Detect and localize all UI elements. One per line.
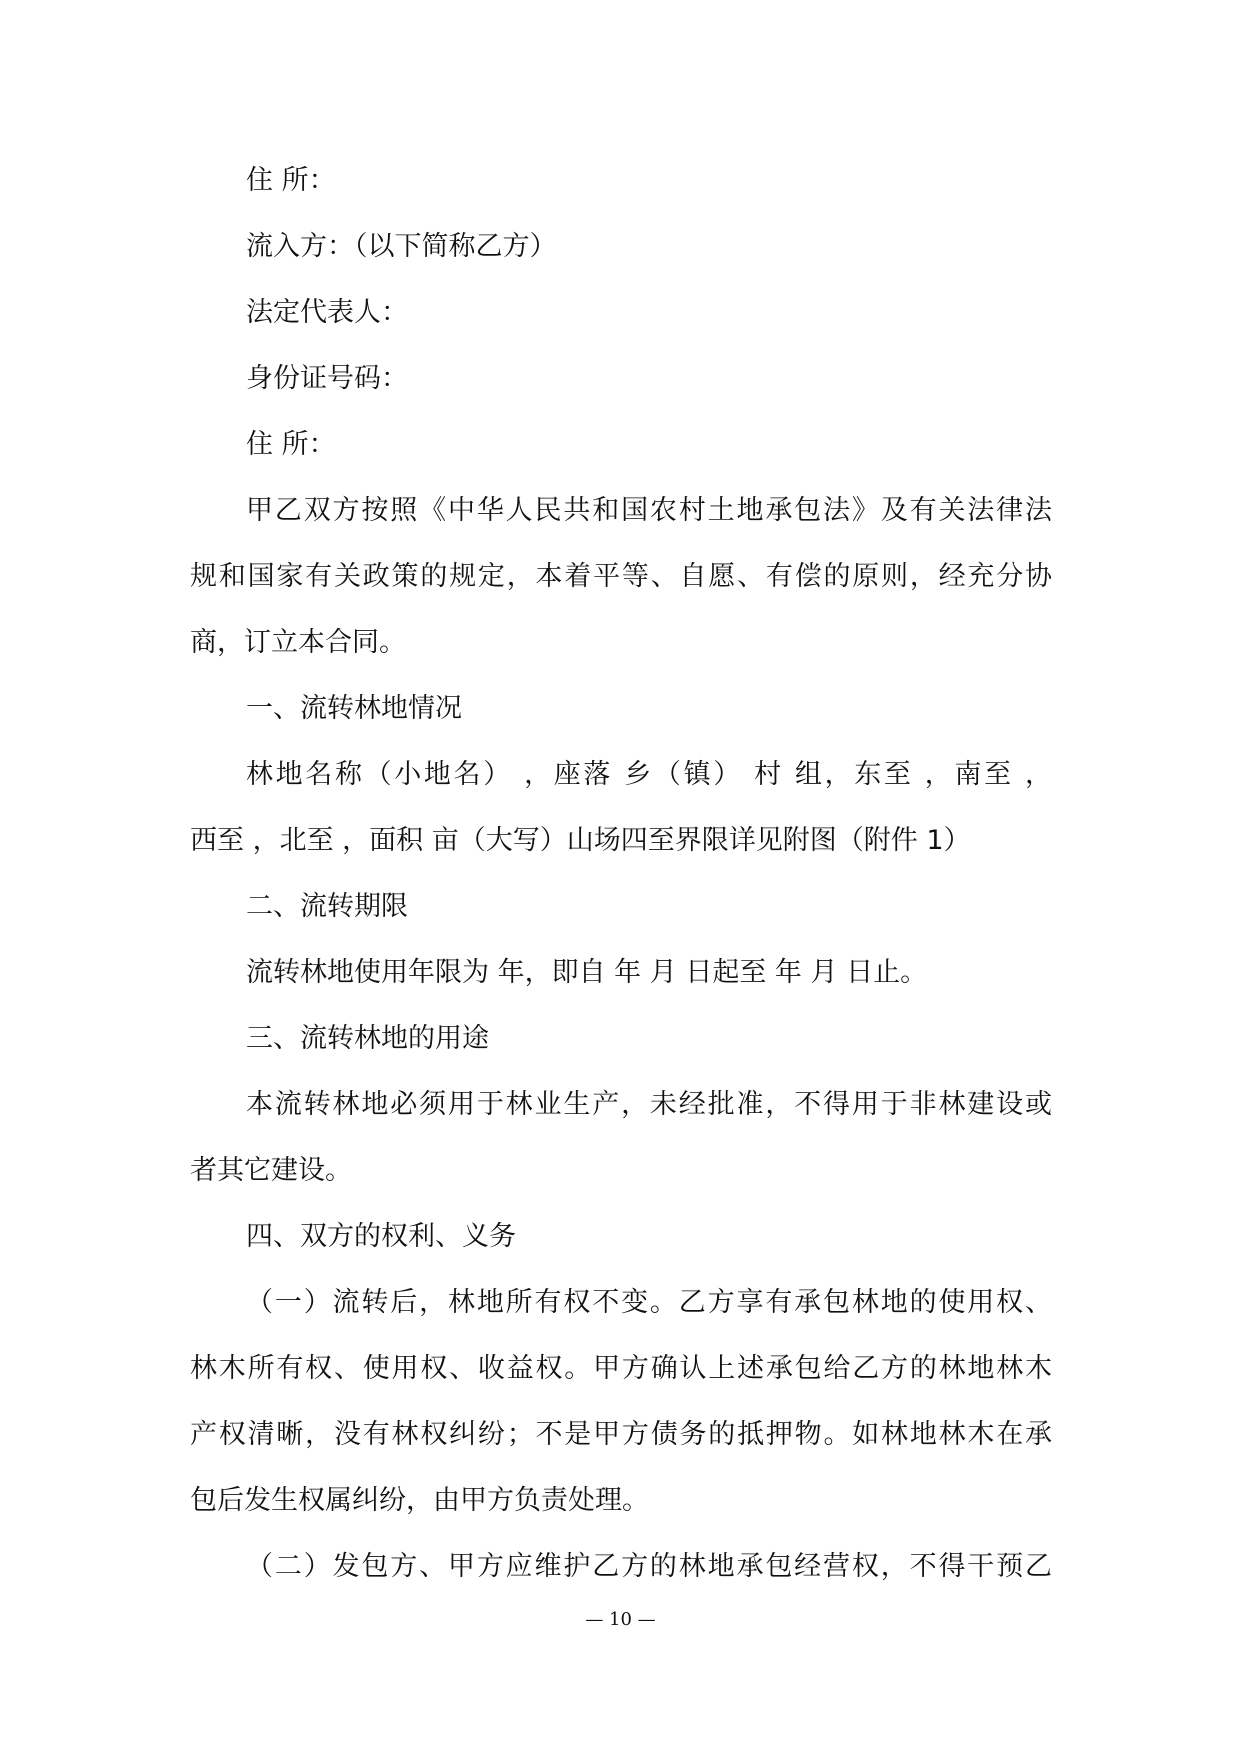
clause-1-line-4: 包后发生权属纠纷，由甲方负责处理。 [190, 1485, 649, 1516]
legal-representative-label: 法定代表人： [246, 297, 408, 328]
transfer-term-line: 流转林地使用年限为 年，即自 年 月 日起至 年 月 日止。 [246, 957, 928, 988]
clause-1-line-2: 林木所有权、使用权、收益权。甲方确认上述承包给乙方的林地林木 [190, 1353, 1052, 1384]
id-number-label: 身份证号码： [246, 363, 408, 394]
preamble-line-3: 商，订立本合同。 [190, 627, 406, 658]
section-heading-1: 一、流转林地情况 [246, 693, 462, 724]
section-heading-2: 二、流转期限 [246, 891, 408, 922]
page-number: — 10 — [585, 1609, 656, 1630]
clause-1-line-1: （一）流转后，林地所有权不变。乙方享有承包林地的使用权、 [246, 1287, 1052, 1318]
forest-land-info-line-2: 西至 ，北至 ，面积 亩（大写）山场四至界限详见附图（附件 1） [190, 825, 971, 856]
section-heading-4: 四、双方的权利、义务 [246, 1221, 516, 1252]
preamble-line-1: 甲乙双方按照《中华人民共和国农村土地承包法》及有关法律法 [246, 495, 1052, 526]
forest-land-info-line-1: 林地名称（小地名） ，座落 乡（镇） 村 组，东至 ，南至 ， [246, 759, 1052, 790]
land-use-line-1: 本流转林地必须用于林业生产，未经批准，不得用于非林建设或 [246, 1089, 1052, 1120]
preamble-line-2: 规和国家有关政策的规定，本着平等、自愿、有偿的原则，经充分协 [190, 561, 1052, 592]
address-label-party-a: 住 所： [246, 165, 336, 196]
section-heading-3: 三、流转林地的用途 [246, 1023, 489, 1054]
land-use-line-2: 者其它建设。 [190, 1155, 352, 1186]
document-body [190, 148, 1052, 1600]
clause-1-line-3: 产权清晰，没有林权纠纷；不是甲方债务的抵押物。如林地林木在承 [190, 1419, 1052, 1450]
clause-2-line-1: （二）发包方、甲方应维护乙方的林地承包经营权，不得干预乙 [246, 1551, 1052, 1582]
transferee-label: 流入方：（以下简称乙方） [246, 231, 557, 262]
address-label-party-b: 住 所： [246, 429, 336, 460]
